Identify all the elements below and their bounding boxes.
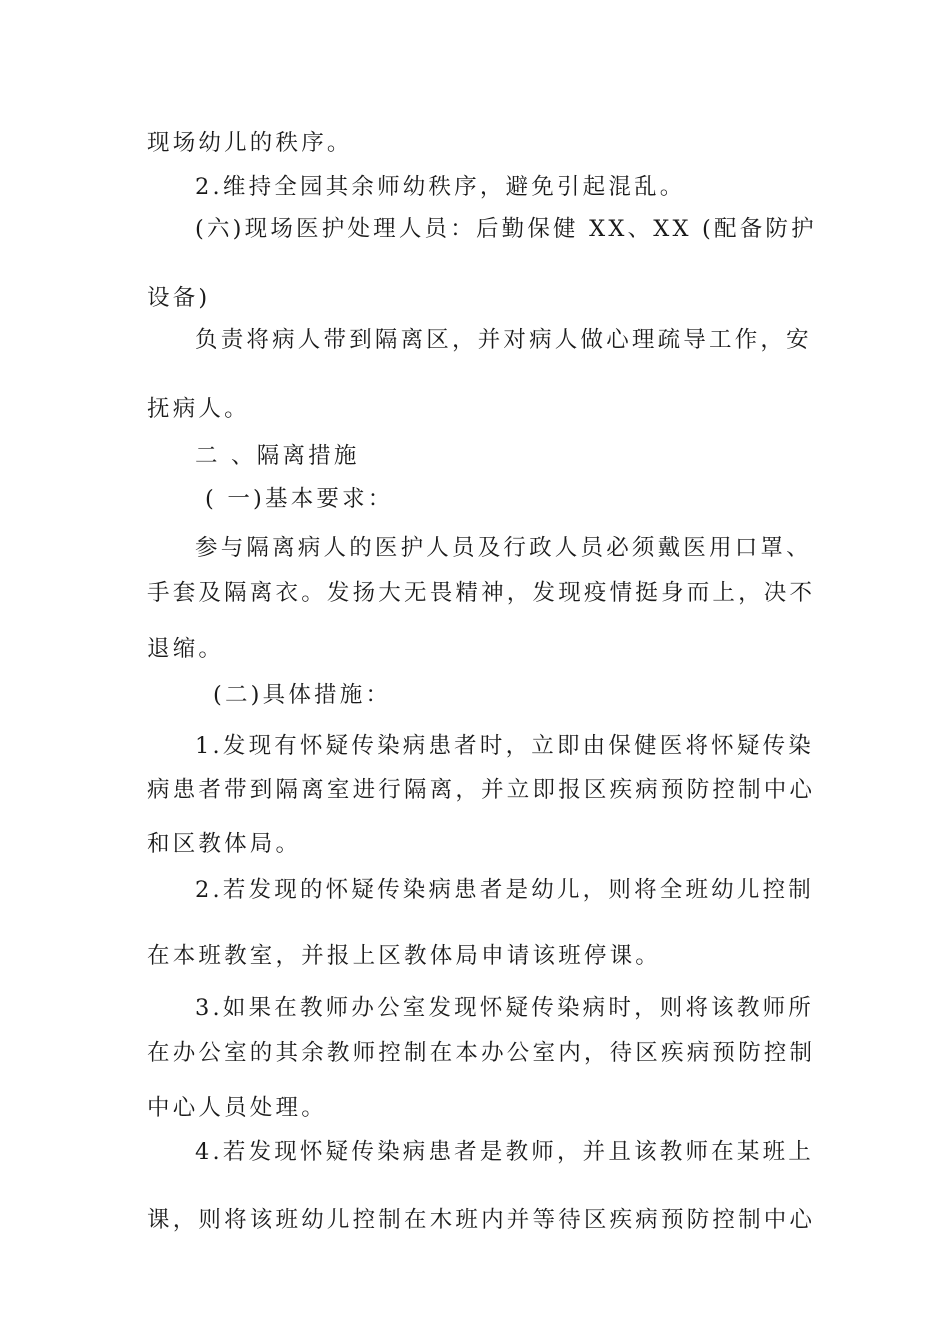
body-text-line: 抚病人。 <box>147 396 250 422</box>
list-item-text: 3.如果在教师办公室发现怀疑传染病时，则将该教师所 <box>195 995 814 1021</box>
body-text-line: 和区教体局。 <box>147 831 302 857</box>
list-item-text: 4.若发现怀疑传染病患者是教师，并且该教师在某班上 <box>195 1139 814 1165</box>
list-item-text: 2.维持全园其余师幼秩序，避免引起混乱。 <box>195 174 686 200</box>
body-text-line: 课，则将该班幼儿控制在木班内并等待区疾病预防控制中心 <box>147 1207 816 1233</box>
section-heading: 二 、隔离措施 <box>195 443 360 469</box>
list-item-text: 2.若发现的怀疑传染病患者是幼儿，则将全班幼儿控制 <box>195 877 814 903</box>
body-text-line: 手套及隔离衣。发扬大无畏精神，发现疫情挺身而上，决不 <box>147 580 816 606</box>
subsection-heading: (二)具体措施： <box>213 682 392 708</box>
body-text-line: 现场幼儿的秩序。 <box>147 130 353 156</box>
body-text-line: 参与隔离病人的医护人员及行政人员必须戴医用口罩、 <box>195 535 812 561</box>
body-text-line: 在本班教室，并报上区教体局申请该班停课。 <box>147 943 662 969</box>
subsection-heading: ( 一)基本要求： <box>205 486 394 512</box>
body-text-line: 退缩。 <box>147 636 225 662</box>
body-text-line: 病患者带到隔离室进行隔离，并立即报区疾病预防控制中心 <box>147 777 816 803</box>
list-item-text: 1.发现有怀疑传染病患者时，立即由保健医将怀疑传染 <box>195 733 814 759</box>
body-text-line: 负责将病人带到隔离区，并对病人做心理疏导工作，安 <box>195 327 812 353</box>
body-text-line: 在办公室的其余教师控制在本办公室内，待区疾病预防控制 <box>147 1040 816 1066</box>
body-text-line: 中心人员处理。 <box>147 1095 327 1121</box>
body-text-line: 设备) <box>147 285 211 311</box>
section-heading: (六)现场医护处理人员：后勤保健 XX、XX (配备防护 <box>195 216 817 242</box>
